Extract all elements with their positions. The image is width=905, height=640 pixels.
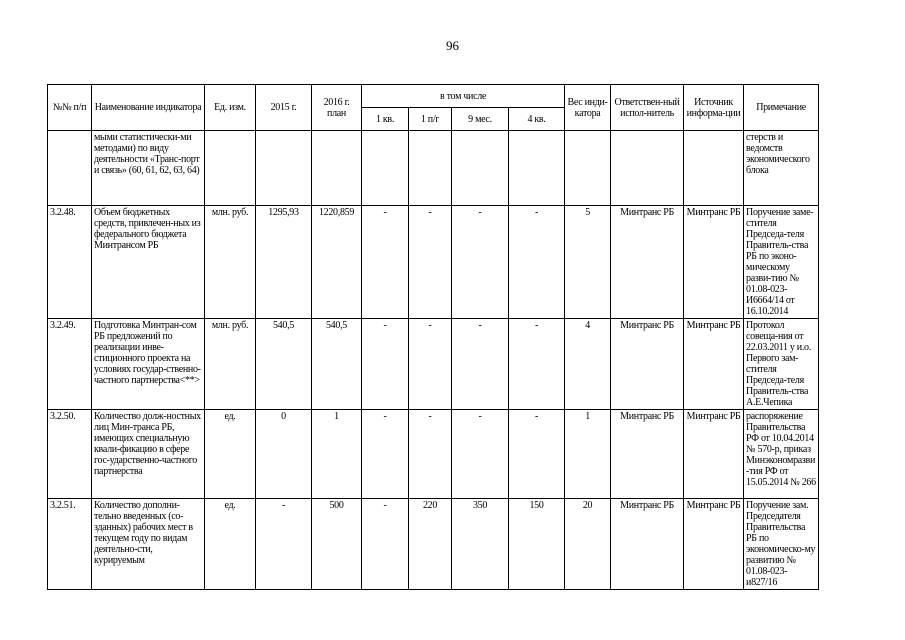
cell-name: Объем бюджетных средств, привлечен-ных из федерального бюджета Минтрансом РБ: [92, 206, 205, 319]
cell-2016: [312, 131, 362, 206]
col-header-num: №№ п/п: [48, 85, 92, 131]
cell-responsible: Минтранс РБ: [611, 499, 684, 590]
cell-unit: млн. руб.: [205, 319, 256, 410]
cell-weight: 4: [565, 319, 611, 410]
cell-q1: -: [362, 319, 409, 410]
col-header-q4: 4 кв.: [509, 108, 565, 131]
cell-num: 3.2.50.: [48, 410, 92, 499]
cell-q4: -: [509, 206, 565, 319]
cell-q4: [509, 131, 565, 206]
cell-num: 3.2.49.: [48, 319, 92, 410]
cell-note: стерств и ведомств экономического блока: [744, 131, 819, 206]
cell-9m: [452, 131, 509, 206]
cell-2015: 1295,93: [256, 206, 312, 319]
col-header-9m: 9 мес.: [452, 108, 509, 131]
cell-note: Протокол совеща-ния от 22.03.2011 у и.о. Первого зам-стителя Председа-теля Правитель-ства А.Е.Чепика: [744, 319, 819, 410]
cell-note: Поручение заме-стителя Председа-теля Правитель-ства РБ по эконо-мическому разви-тию № 01.08-023-И6664/14 от 16.10.2014: [744, 206, 819, 319]
cell-q1: -: [362, 206, 409, 319]
cell-9m: -: [452, 319, 509, 410]
cell-responsible: [611, 131, 684, 206]
cell-h1: -: [409, 206, 452, 319]
cell-responsible: Минтранс РБ: [611, 319, 684, 410]
table-row: [48, 410, 819, 499]
cell-2016: 1: [312, 410, 362, 499]
cell-q1: -: [362, 410, 409, 499]
cell-source: Минтранс РБ: [684, 410, 744, 499]
cell-unit: ед.: [205, 410, 256, 499]
indicators-table: [47, 84, 819, 590]
page-number: 96: [446, 38, 459, 53]
cell-2016: 540,5: [312, 319, 362, 410]
cell-unit: млн. руб.: [205, 206, 256, 319]
cell-weight: 20: [565, 499, 611, 590]
cell-2015: 540,5: [256, 319, 312, 410]
cell-note: Поручение зам. Председателя Правительства РБ по экономическо-му развитию № 01.08-023-и827/16: [744, 499, 819, 590]
cell-2015: -: [256, 499, 312, 590]
cell-weight: 5: [565, 206, 611, 319]
cell-responsible: Минтранс РБ: [611, 410, 684, 499]
col-header-including: в том числе: [362, 85, 565, 108]
cell-h1: 220: [409, 499, 452, 590]
cell-responsible: Минтранс РБ: [611, 206, 684, 319]
cell-q4: 150: [509, 499, 565, 590]
cell-9m: 350: [452, 499, 509, 590]
table-row: [48, 319, 819, 410]
table-row: [48, 131, 819, 206]
cell-9m: -: [452, 206, 509, 319]
cell-source: Минтранс РБ: [684, 499, 744, 590]
col-header-source: Источник информа-ции: [684, 85, 744, 131]
cell-h1: -: [409, 319, 452, 410]
cell-source: Минтранс РБ: [684, 319, 744, 410]
cell-unit: [205, 131, 256, 206]
cell-source: [684, 131, 744, 206]
cell-9m: -: [452, 410, 509, 499]
cell-num: 3.2.51.: [48, 499, 92, 590]
cell-2016: 500: [312, 499, 362, 590]
cell-h1: [409, 131, 452, 206]
cell-name: Подготовка Минтран-сом РБ предложений по реализации инве-стиционного проекта на условиях государ-ственно-частного партнерства<**>: [92, 319, 205, 410]
cell-2015: [256, 131, 312, 206]
cell-source: Минтранс РБ: [684, 206, 744, 319]
cell-name: мыми статистически-ми методами) по виду деятельности «Транс-порт и связь» (60, 61, 62, 63, 64): [92, 131, 205, 206]
table-row: [48, 499, 819, 590]
col-header-note: Примечание: [744, 85, 819, 131]
col-header-unit: Ед. изм.: [205, 85, 256, 131]
cell-q1: [362, 131, 409, 206]
table-row: [48, 206, 819, 319]
col-header-weight: Вес инди-катора: [565, 85, 611, 131]
col-header-q1: 1 кв.: [362, 108, 409, 131]
cell-q1: -: [362, 499, 409, 590]
col-header-2015: 2015 г.: [256, 85, 312, 131]
cell-weight: [565, 131, 611, 206]
cell-note: распоряжение Правительства РФ от 10.04.2014 № 570-р, приказ Минэкономразви-тия РФ от 15.05.2014 № 266: [744, 410, 819, 499]
cell-num: [48, 131, 92, 206]
table-header-row: [48, 85, 819, 108]
cell-q4: -: [509, 410, 565, 499]
cell-weight: 1: [565, 410, 611, 499]
cell-name: Количество долж-ностных лиц Мин-транса РБ, имеющих специальную квали-фикацию в сфере гос-ударственно-частного партнерства: [92, 410, 205, 499]
cell-h1: -: [409, 410, 452, 499]
cell-num: 3.2.48.: [48, 206, 92, 319]
cell-unit: ед.: [205, 499, 256, 590]
col-header-name: Наименование индикатора: [92, 85, 205, 131]
cell-q4: -: [509, 319, 565, 410]
cell-2016: 1220,859: [312, 206, 362, 319]
cell-2015: 0: [256, 410, 312, 499]
col-header-2016: 2016 г. план: [312, 85, 362, 131]
cell-name: Количество дополни-тельно введенных (со-зданных) рабочих мест в текущем году по видам деятельно-сти, курируемым: [92, 499, 205, 590]
col-header-responsible: Ответствен-ный испол-нитель: [611, 85, 684, 131]
col-header-h1: 1 п/г: [409, 108, 452, 131]
